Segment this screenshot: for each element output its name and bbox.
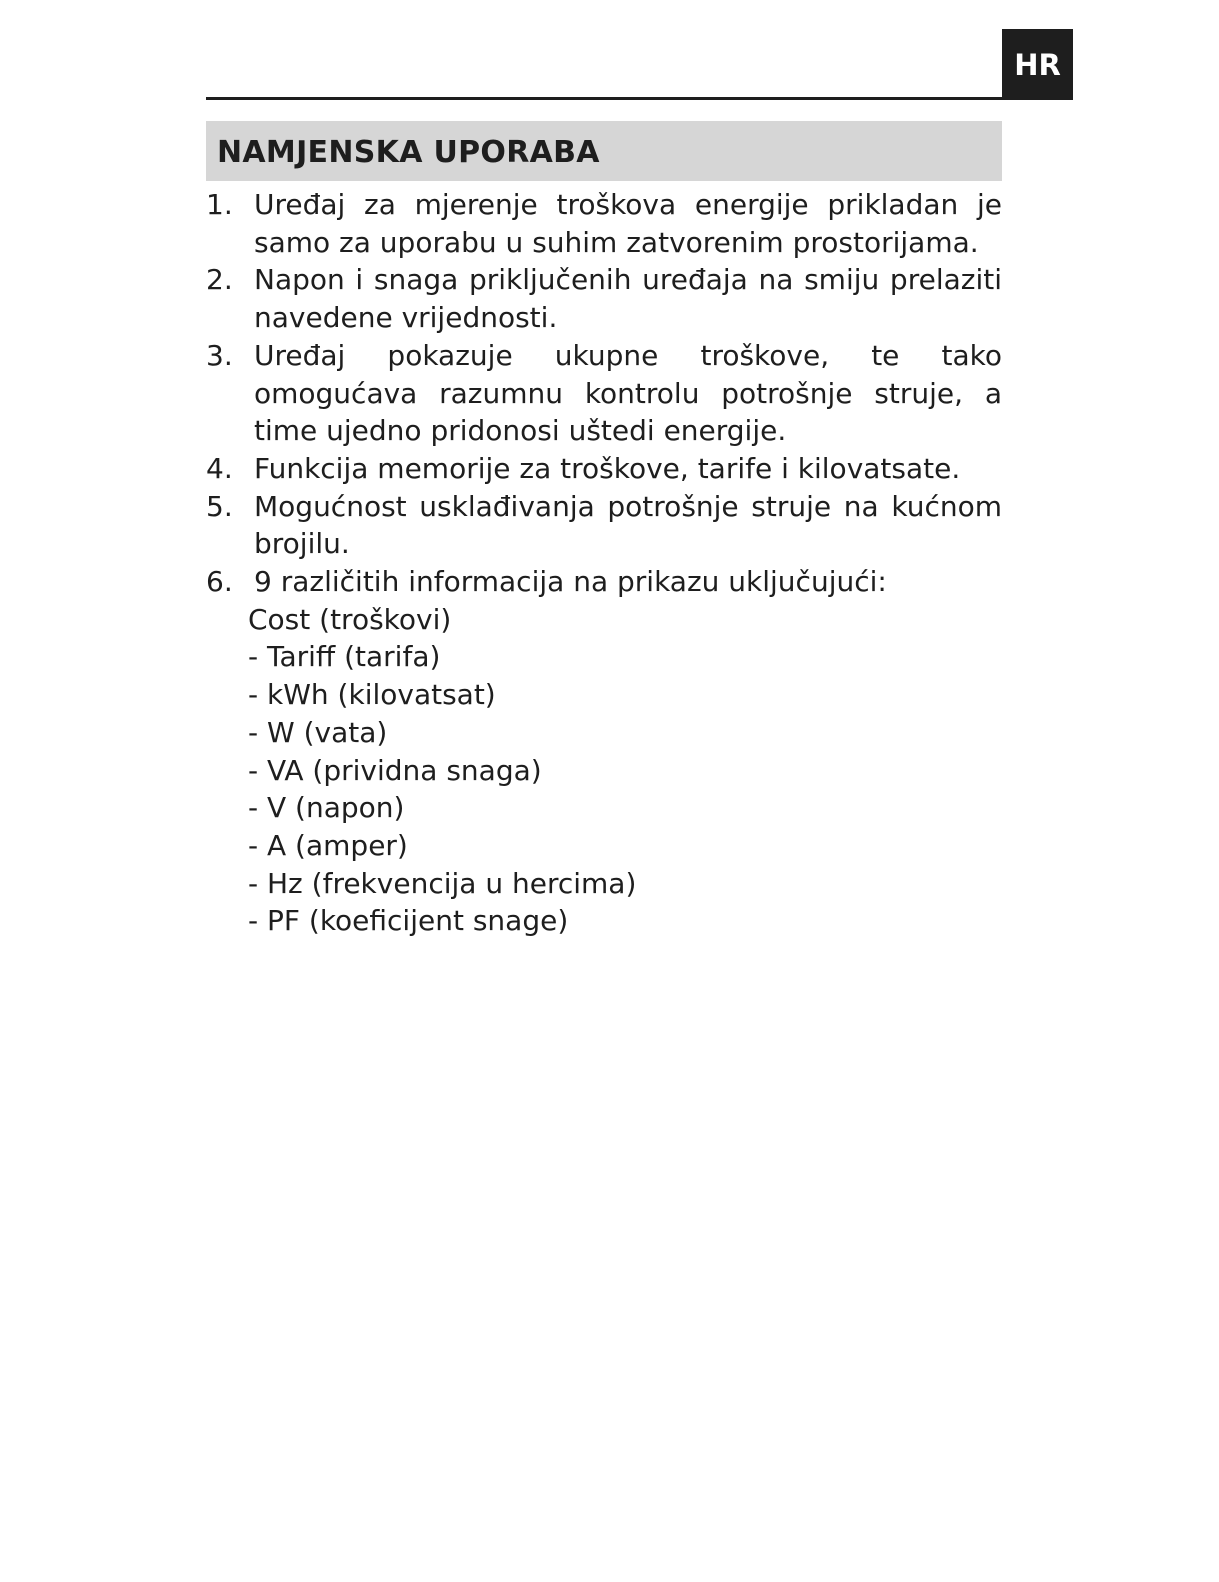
section-title: NAMJENSKA UPORABA — [217, 135, 600, 170]
list-item — [206, 450, 1002, 488]
display-info-item: - VA (prividna snaga) — [248, 753, 542, 787]
display-info-item: - kWh (kilovatsat) — [248, 678, 496, 712]
list-item-number: 5. — [206, 489, 233, 523]
list-item-number: 3. — [206, 338, 233, 372]
list-item-text: Mogućnost usklađivanja potrošnje struje na kućnom brojilu. — [254, 489, 1002, 561]
list-item-number: 4. — [206, 451, 233, 485]
display-info-item: Cost (troškovi) — [248, 602, 452, 636]
section-header — [206, 121, 1002, 181]
display-info-item: - A (amper) — [248, 828, 408, 862]
list-item-text: Funkcija memorije za troškove, tarife i kilovatsate. — [254, 451, 961, 485]
language-tab: HR — [1002, 29, 1073, 100]
list-item-text: Uređaj za mjerenje troškova energije prikladan je samo za uporabu u suhim zatvorenim prostorijama. — [254, 188, 1002, 259]
list-item — [206, 337, 1002, 450]
display-info-item: - W (vata) — [248, 715, 388, 749]
list-item-number: 1. — [206, 188, 233, 221]
list-item-text: Napon i snaga priključenih uređaja na smiju prelaziti navedene vrijednosti. — [254, 263, 1002, 335]
list-item — [206, 186, 1002, 261]
list-item-number: 6. — [206, 565, 233, 599]
display-info-item: - V (napon) — [248, 791, 405, 825]
list-item — [206, 488, 1002, 563]
list-item-text: 9 različitih informacija na prikazu uključujući: — [254, 565, 887, 599]
list-item — [206, 261, 1002, 336]
display-info-item: - Hz (frekvencija u hercima) — [248, 866, 637, 900]
intended-use-list — [206, 186, 1002, 940]
display-info-item: - Tariff (tarifa) — [248, 640, 441, 674]
display-info-item: - PF (koeficijent snage) — [248, 904, 569, 938]
list-item-text: Uređaj pokazuje ukupne troškove, te tako omogućava razumnu kontrolu potrošnje struje, a time ujedno pridonosi uštedi energije. — [254, 338, 1002, 448]
top-divider — [206, 97, 1003, 100]
list-item-number: 2. — [206, 263, 233, 297]
list-item — [206, 563, 1002, 601]
